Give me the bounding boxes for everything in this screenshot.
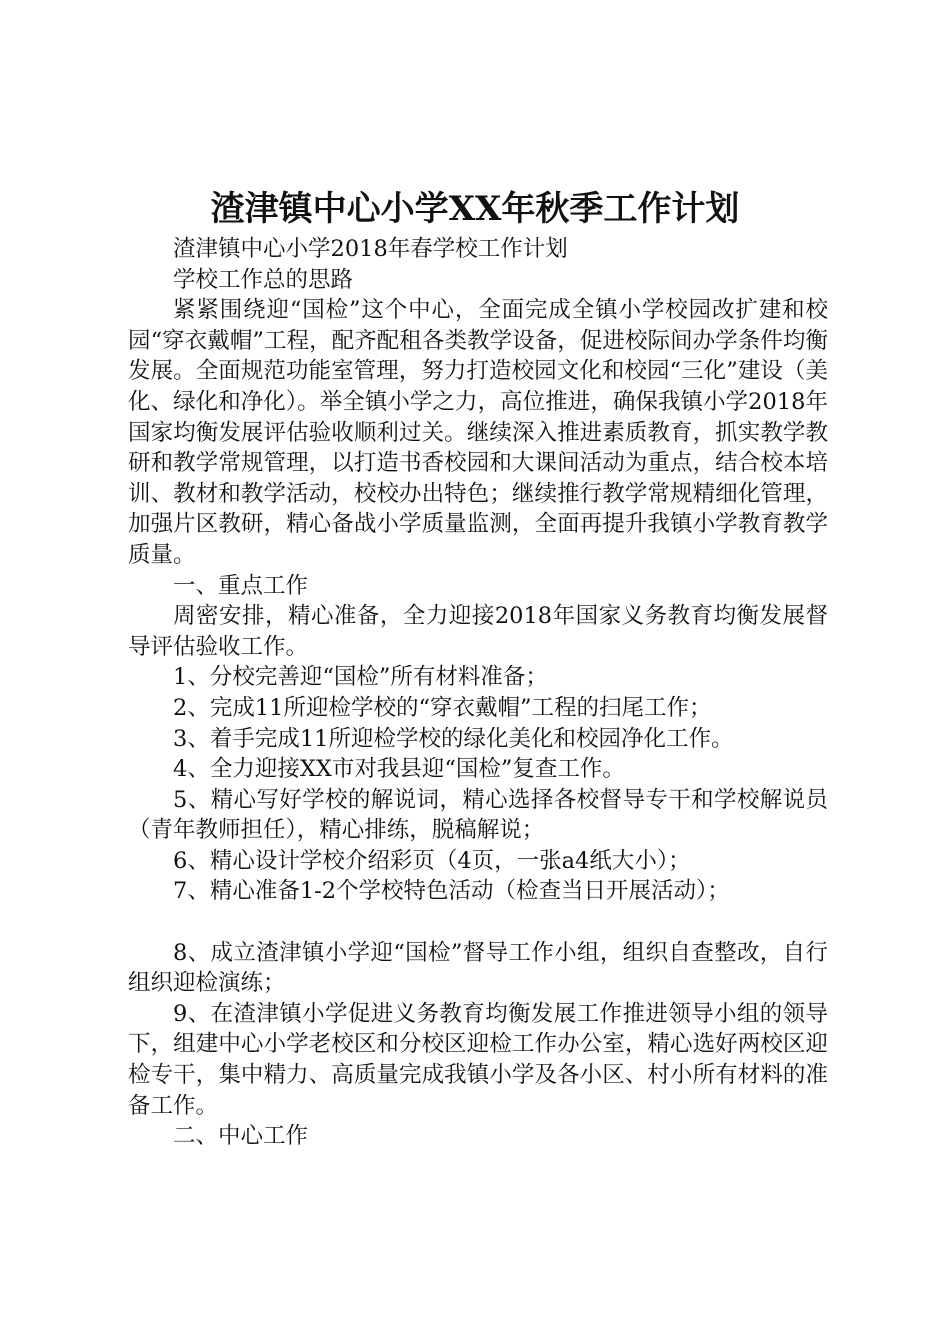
overview-paragraph: 紧紧围绕迎“国检”这个中心，全面完成全镇小学校园改扩建和校园“穿衣戴帽”工程，配齐配租各类教学设备，促进校际间办学条件均衡发展。全面规范功能室管理，努力打造校园文化和校园“三化”建设（美化、绿化和净化）。举全镇小学之力，高位推进，确保我镇小学2018年国家均衡发展评估验收顺利过关。继续深入推进素质教育，抓实教学教研和教学常规管理，以打造书香校园和大课间活动为重点，结合校本培训、教材和教学活动，校校办出特色；继续推行教学常规精细化管理，加强片区教研，精心备战小学质量监测，全面再提升我镇小学教育教学质量。 — [128, 297, 828, 568]
list-item: 7、精心准备1-2个学校特色活动（检查当日开展活动）； — [173, 878, 730, 905]
list-item: 3、着手完成11所迎检学校的绿化美化和校园净化工作。 — [173, 725, 734, 752]
list-item: 4、全力迎接XX市对我县迎“国检”复查工作。 — [173, 756, 625, 783]
blank-line — [128, 907, 828, 938]
section-heading-key-work: 一、重点工作 — [173, 572, 309, 599]
list-item: 1、分校完善迎“国检”所有材料准备； — [173, 664, 548, 691]
subtitle-paragraph: 渣津镇中心小学2018年春学校工作计划 — [173, 236, 568, 262]
overview-heading: 学校工作总的思路 — [173, 266, 354, 293]
document-title: 渣津镇中心小学XX年秋季工作计划 — [210, 189, 740, 229]
key-work-intro: 周密安排，精心准备，全力迎接2018年国家义务教育均衡发展督导评估验收工作。 — [128, 603, 828, 660]
list-item: 9、在渣津镇小学促进义务教育均衡发展工作推进领导小组的领导下，组建中心小学老校区和分校区迎检工作办公室，精心选好两校区迎检专干，集中精力、高质量完成我镇小学及各小区、村小所有材料的准备工作。 — [128, 1000, 828, 1119]
list-item: 5、精心写好学校的解说词，精心选择各校督导专干和学校解说员（青年教师担任），精心排练，脱稿解说； — [128, 786, 828, 844]
list-item: 2、完成11所迎检学校的“穿衣戴帽”工程的扫尾工作； — [173, 694, 712, 721]
list-item: 6、精心设计学校介绍彩页（4页，一张a4纸大小）； — [173, 847, 691, 874]
list-item: 8、成立渣津镇小学迎“国检”督导工作小组，组织自查整改，自行组织迎检演练； — [128, 939, 828, 997]
document-body — [128, 234, 828, 1152]
section-heading-central-work: 二、中心工作 — [173, 1123, 309, 1150]
